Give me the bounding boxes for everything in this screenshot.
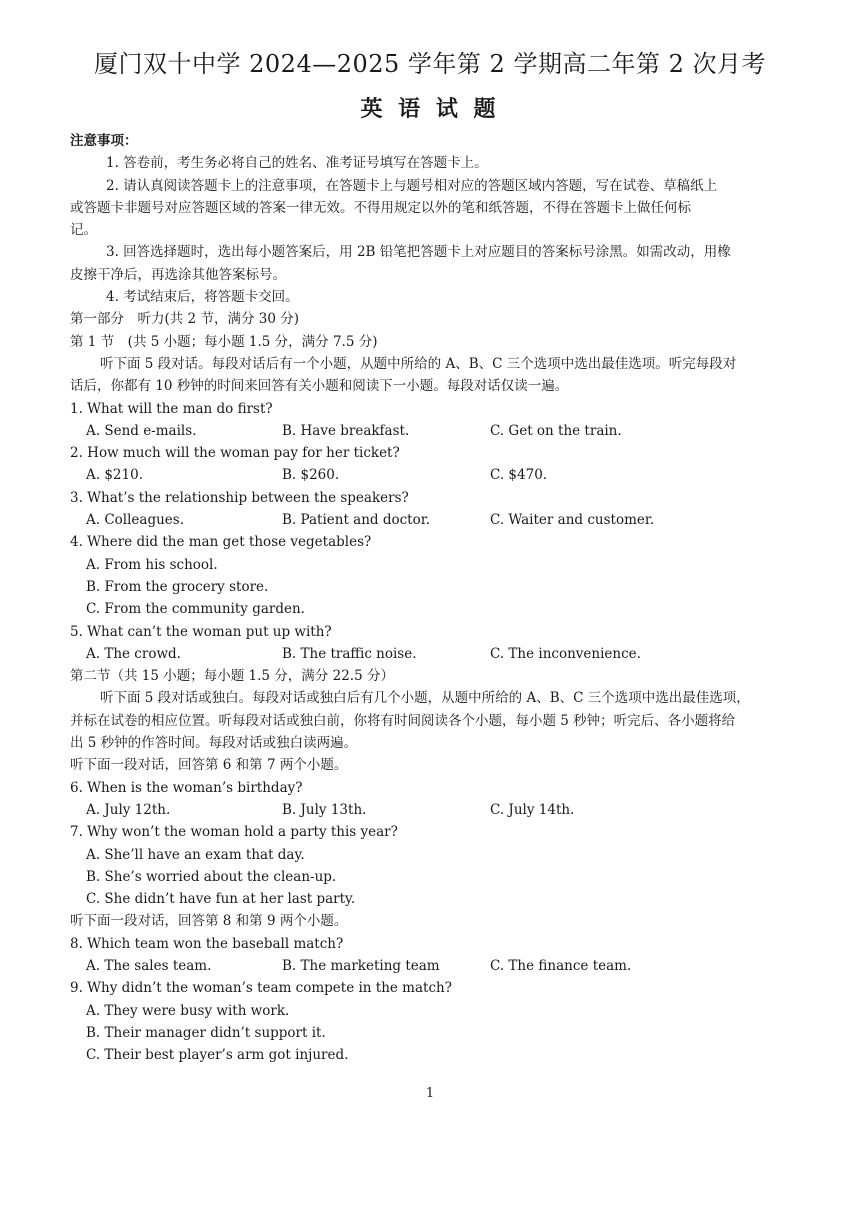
section1-instructions-line-1: 听下面 5 段对话。每段对话后有一个小题，从题中所给的 A、B、C 三个选项中选出最佳选项。听完每段对	[100, 355, 737, 372]
notes-heading: 注意事项：	[70, 133, 138, 149]
question-3-option-c: C. Waiter and customer.	[490, 512, 655, 529]
note-2-line-3: 记。	[70, 222, 97, 239]
exam-body	[70, 130, 800, 1066]
question-8-stem: 8. Which team won the baseball match?	[70, 935, 344, 952]
note-3-line-2: 皮擦干净后，再选涂其他答案标号。	[70, 266, 286, 283]
question-3-option-b: B. Patient and doctor.	[282, 512, 430, 529]
question-3-options	[70, 509, 800, 531]
question-3-stem: 3. What’s the relationship between the speakers?	[70, 489, 409, 506]
question-3-option-a: A. Colleagues.	[86, 512, 185, 529]
question-5-options	[70, 643, 800, 665]
question-4-stem: 4. Where did the man get those vegetables?	[70, 534, 372, 551]
question-5-option-a: A. The crowd.	[86, 645, 181, 662]
dialog-8-9-instruction: 听下面一段对话，回答第 8 和第 9 两个小题。	[70, 913, 348, 930]
note-3-line-1: 3. 回答选择题时，选出每小题答案后，用 2B 铅笔把答题卡上对应题目的答案标号涂黑。如需改动，用橡	[106, 244, 731, 261]
question-6-option-c: C. July 14th.	[490, 801, 575, 818]
question-9-option-a: A. They were busy with work.	[86, 1002, 290, 1019]
question-1-options	[70, 420, 800, 442]
question-2-option-a: A. $210.	[86, 467, 143, 484]
question-2-options	[70, 464, 800, 486]
page-number: 1	[425, 1086, 435, 1101]
exam-title: 厦门双十中学 2024—2025 学年第 2 学期高二年第 2 次月考	[94, 50, 766, 78]
section2-instructions-line-2: 并标在试卷的相应位置。听每段对话或独白前，你将有时间阅读各个小题，每小题 5 秒钟；听完后、各小题将给	[70, 712, 736, 729]
dialog-6-7-instruction: 听下面一段对话，回答第 6 和第 7 两个小题。	[70, 757, 348, 774]
question-1-stem: 1. What will the man do first?	[70, 400, 273, 417]
question-8-option-b: B. The marketing team	[282, 957, 440, 974]
question-5-option-b: B. The traffic noise.	[282, 645, 417, 662]
question-5-stem: 5. What can’t the woman put up with?	[70, 623, 332, 640]
question-1-option-b: B. Have breakfast.	[282, 422, 410, 439]
note-2-line-1: 2. 请认真阅读答题卡上的注意事项，在答题卡上与题号相对应的答题区域内答题，写在试卷、草稿纸上	[106, 177, 718, 194]
question-1-option-a: A. Send e-mails.	[86, 422, 197, 439]
note-2-line-2: 或答题卡非题号对应答题区域的答案一律无效。不得用规定以外的笔和纸答题，不得在答题卡上做任何标	[70, 199, 691, 216]
question-7-option-c: C. She didn’t have fun at her last party.	[86, 891, 356, 908]
question-9-option-c: C. Their best player’s arm got injured.	[86, 1047, 349, 1064]
question-2-option-c: C. $470.	[490, 467, 548, 484]
question-6-option-a: A. July 12th.	[86, 801, 171, 818]
question-4-option-b: B. From the grocery store.	[86, 578, 269, 595]
question-8-option-c: C. The finance team.	[490, 957, 632, 974]
question-6-options	[70, 799, 800, 821]
question-7-option-a: A. She’ll have an exam that day.	[86, 846, 305, 863]
question-6-stem: 6. When is the woman’s birthday?	[70, 779, 303, 796]
note-1: 1. 答卷前，考生务必将自己的姓名、准考证号填写在答题卡上。	[106, 155, 488, 172]
question-4-option-a: A. From his school.	[86, 556, 218, 573]
question-9-stem: 9. Why didn’t the woman’s team compete in the match?	[70, 980, 452, 997]
question-7-stem: 7. Why won’t the woman hold a party this year?	[70, 824, 398, 841]
section1-instructions-line-2: 话后，你都有 10 秒钟的时间来回答有关小题和阅读下一小题。每段对话仅读一遍。	[70, 378, 569, 395]
part1-title: 第一部分 听力(共 2 节，满分 30 分)	[70, 311, 299, 328]
question-4-option-c: C. From the community garden.	[86, 601, 305, 618]
note-4: 4. 考试结束后，将答题卡交回。	[106, 289, 299, 306]
question-8-options	[70, 955, 800, 977]
section2-instructions-line-1: 听下面 5 段对话或独白。每段对话或独白后有几个小题，从题中所给的 A、B、C 三个选项中选出最佳选项，	[100, 690, 750, 707]
question-1-option-c: C. Get on the train.	[490, 422, 622, 439]
question-2-option-b: B. $260.	[282, 467, 340, 484]
question-9-option-b: B. Their manager didn’t support it.	[86, 1024, 326, 1041]
question-5-option-c: C. The inconvenience.	[490, 645, 641, 662]
exam-subtitle: 英 语 试 题	[360, 96, 500, 122]
question-2-stem: 2. How much will the woman pay for her ticket?	[70, 445, 400, 462]
question-6-option-b: B. July 13th.	[282, 801, 367, 818]
question-8-option-a: A. The sales team.	[86, 957, 212, 974]
section2-instructions-line-3: 出 5 秒钟的作答时间。每段对话或独白读两遍。	[70, 735, 358, 752]
section1-title: 第 1 节 (共 5 小题；每小题 1.5 分，满分 7.5 分)	[70, 333, 378, 350]
question-7-option-b: B. She’s worried about the clean-up.	[86, 868, 337, 885]
section2-title: 第二节（共 15 小题；每小题 1.5 分，满分 22.5 分）	[70, 668, 394, 685]
